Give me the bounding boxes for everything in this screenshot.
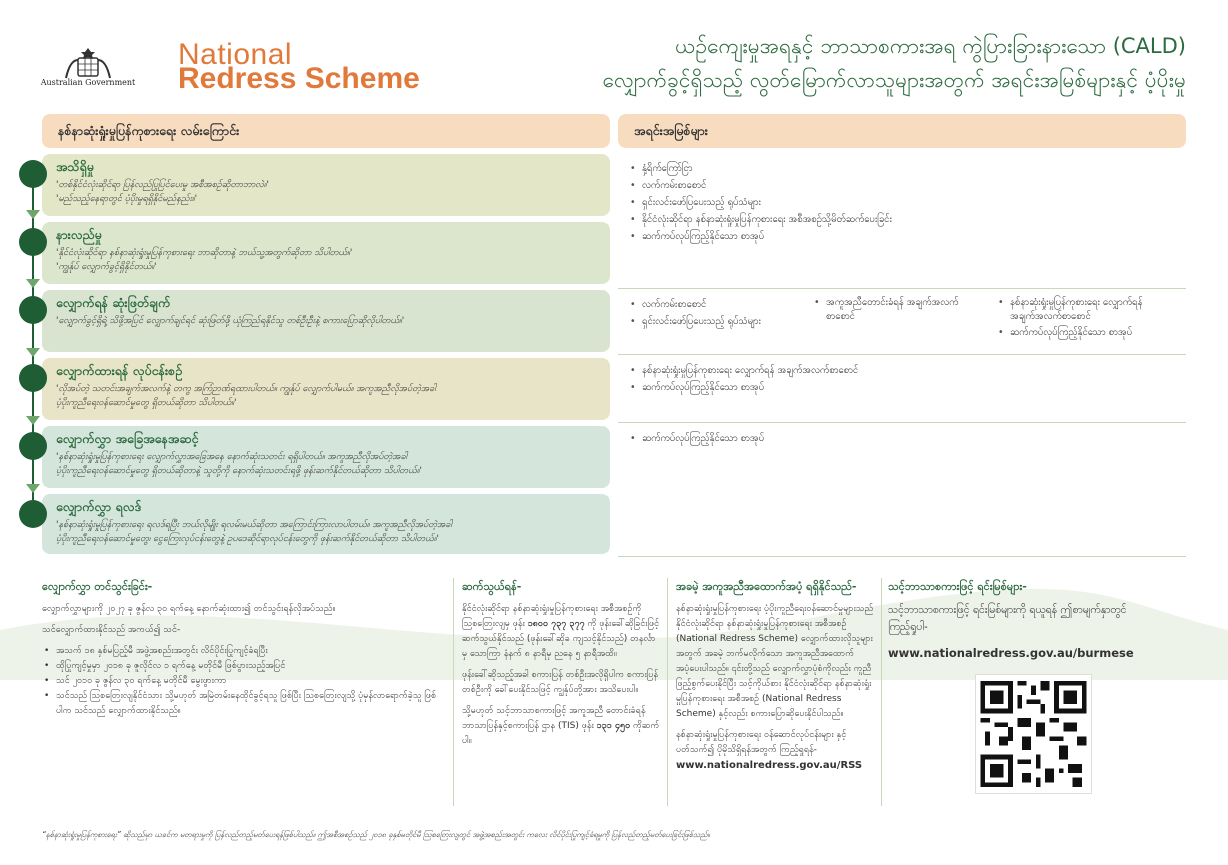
contact-phone-text [462,602,660,662]
tis-phone-number: ၁၃၁ ၄၅၀ [596,721,631,731]
timeline-arrow-icon [26,484,40,493]
resource-item: • ရှင်းလင်းဖော်ပြပေးသည့် ရုပ်သံများ [628,194,1178,211]
help-more-info: နစ်နာဆုံးရှုံးမှုပြန်ကုစားရေး ဝန်ဆောင်လုပ်ငန်းများ နှင့်ပတ်သက်၍ ပိုမိုသိရှိရန်အတွက် ကြည့်ရှုရန်- [676,730,847,755]
phone-number: ၁၈၀၀ ၇၃၇ ၃၇၇ [527,619,585,629]
step-quote: 'တစ်နိုင်ငံလုံးဆိုင်ရာ ပြန်လည်ပြုပြင်ပေးမှု အစီအစဉ်ဆိုတာဘာလဲ။' [56,180,269,190]
apply-deadline: လျှောက်လွှာများကို ၂၀၂၇ ခု ဇွန်လ ၃၀ ရက်နေ့ နောက်ဆုံးထား၍ တင်သွင်းရန်လိုအပ်သည်။ [42,604,336,614]
step-quote: 'နစ်နာဆုံးရှုံးမှုပြန်ကုစားရေး ရလဒ်ရပြီး ဘယ်လိုမျိုး ရလမ်းမယ်ဆိုတာ အကြောင်းကြားလာပါတယ်။ အကူအညီလိုအပ်တဲ့အခါ [56,520,452,530]
language-section [888,580,1188,660]
resources-application-status [628,430,1178,447]
timeline-dot [19,432,47,460]
resource-item: • နှံ့ရိက်ကြော်ငြာ [628,160,1178,177]
step-understanding [42,222,610,284]
divider [618,288,1186,289]
eligibility-item: • ထိုပြုကျင့်မှုမှာ ၂၀၁၈ ခု ဇူလိုင်လ ၁ ရက်နေ့ မတိုင်မီ ဖြစ်ပွားသည့်အပြင် [42,659,442,674]
resources-application-process [628,362,1178,396]
resource-item: • အကူအညီတောင်းခံရန် အချက်အလက်စာစောင် [812,296,966,324]
step-quote: 'နစ်နာဆုံးရှုံးမှုပြန်ကုစားရေး လျှောက်လွှာအခြေအနေ နောက်ဆုံးသတင်း ရရှိပါတယ်။ အကူအညီလိုအပ်တဲ့အခါ [56,452,408,462]
language-heading: သင့်ဘာသာစကားဖြင့် ရင်းမြစ်များ- [888,580,1027,593]
step-outcome [42,494,610,554]
contact-text: သို့မဟုတ် သင့်ဘာသာစကားဖြင့် အကူအညီ တောင်းခံရန် ဘာသာပြန်နှင့်စကားပြန် ဌာန (TIS) ဖုန်း [462,706,646,731]
column-divider [453,578,454,806]
qr-code-icon[interactable] [975,674,1092,794]
apply-eligibility-list [42,644,442,719]
step-quote: 'နိုင်ငံလုံးဆိုင်ရာ နစ်နာဆုံးရှုံးမှုပြန်ကုစားရေး ဘာဆိုတာနဲ့ ဘယ်သူ့အတွက်ဆိုတာ သိပါတယ်။' [56,248,353,258]
timeline-dot [19,160,47,188]
step-quote: ပံ့ပိုးကူညီရေးဝန်ဆောင်မှုတွေ ရှိတယ်ဆိုတာ သိပါတယ်။' [56,398,237,408]
resources-decision-b [812,296,992,324]
timeline-dot [19,228,47,256]
page-title-line-1: ယဉ်ကျေးမှုအရနှင့် ဘာသာစကားအရ ကွဲပြားခြားနားသော (CALD) [675,34,1186,58]
page-title-line-2: လျှောက်ခွင့်ရှိသည့် လွတ်မြောက်လာသူများအတွက် အရင်းအမြစ်များနှင့် ပံ့ပိုးမှု [602,68,1186,92]
step-quote: 'မည်သည့်နေရာတွင် ပံ့ပိုးမှုရရှိနိုင်မည်နည်း။' [56,194,198,204]
step-title: အသိရှိမှု [56,159,94,174]
eligibility-item: • သင် ၂၀၁၀ ခု ဇွန်လ ၃၀ ရက်နေ့ မတိုင်မီ မွေးဖွားကာ [42,674,442,689]
contact-interpreter: ဖုန်းခေါ်ဆိုသည့်အခါ စကားပြန် တစ်ဦးအလိုရှိပါက စကားပြန်တစ်ဦးကို ခေါ်ပေးနိုင်သဖြင့် ကျွန်ုပ်တို့အား အသိပေးပါ။ [462,670,659,695]
column-divider [667,578,668,806]
timeline-arrow-icon [26,210,40,219]
contact-text: ကိုဆက်ပါ။ [462,721,660,746]
resources-awareness [628,160,1178,245]
step-decision [42,290,610,352]
pathway-column-header: နစ်နာဆုံးရှုံးမှုပြန်ကုစားရေး လမ်းကြောင်း [42,114,610,148]
contact-tis [462,704,660,749]
timeline-arrow-icon [26,348,40,357]
apply-eligibility-intro: သင်လျှောက်ထားနိုင်သည် အကယ်၍ သင်- [42,625,181,635]
timeline-dot [19,364,47,392]
timeline-arrow-icon [26,416,40,425]
contact-heading: ဆက်သွယ်ရန်- [462,580,522,593]
timeline-dot [19,296,47,324]
resources-column-header: အရင်းအမြစ်များ [618,114,1186,148]
step-awareness [42,154,610,216]
resource-item: • ဆက်ကပ်လုပ်ကြည့်နိုင်သော စာအုပ် [628,379,1178,396]
timeline-arrow-icon [26,279,40,288]
rss-link[interactable]: www.nationalredress.gov.au/RSS [676,760,863,771]
divider [618,354,1186,355]
resource-item: • ဆက်ကပ်လုပ်ကြည့်နိုင်သော စာအုပ် [628,430,1178,447]
column-divider [881,578,882,806]
step-quote: ပံ့ပိုးကူညီရေးဝန်ဆောင်မှုတွေ၊ ငွေကြေးလုပ်ငန်းတွေနဲ့ ဥပဒေဆိုင်ရာလုပ်ငန်းတွေကို ဖုန်းဆက်နိုင်တယ်ဆိုတာ သိပါတယ်။' [56,534,439,544]
step-application-process [42,358,610,420]
resource-item: • နစ်နာဆုံးရှုံးမှုပြန်ကုစားရေး လျှောက်ရန် အချက်အလက်စာစောင် [628,362,1178,379]
step-title: လျှောက်လွှာ ရလဒ် [56,499,141,514]
step-application-status [42,426,610,488]
step-title: လျှောက်ရန် ဆုံးဖြတ်ချက် [56,295,171,310]
government-label: Australian Government [40,78,136,87]
resource-item: • ဆက်ကပ်လုပ်ကြည့်နိုင်သော စာအုပ် [628,228,1178,245]
apply-section [42,580,442,719]
eligibility-item: • အသက် ၁၈ နှစ်မပြည့်မီ အဖွဲ့အစည်းအတွင်း လိင်ပိုင်းပြုကျင့်ခံရပြီး [42,644,442,659]
step-quote: 'ကျွန်ုပ် လျှောက်ခွင့်ရှိနိုင်တယ်။' [56,262,157,272]
help-heading: အခမဲ့ အကူအညီအထောက်အပံ့ ရရှိနိုင်သည်- [676,580,857,593]
step-quote: ပံ့ပိုးကူညီရေးဝန်ဆောင်မှုတွေ ရှိတယ်ဆိုတာနဲ့ သူတို့ကို နောက်ဆုံးသတင်းရဖို့ ဖုန်းဆက်နိုင်တယ်ဆိုတာ သိပါတယ်။' [56,466,422,476]
eligibility-item: • သင်သည် ဩစတြေးလျနိုင်ငံသား သို့မဟုတ် အမြဲတမ်းနေထိုင်ခွင့်ရသူ ဖြစ်ပြီး ဩစတြေးလျသို့ ပုံမှန်လာရောက်ခဲ့သူ ဖြစ်ပါက သင်သည် လျှောက်ထားနိုင်သည်။ [42,689,442,719]
burmese-resources-link[interactable]: www.nationalredress.gov.au/burmese [888,646,1134,660]
resource-item: • ဆက်ကပ်လုပ်ကြည့်နိုင်သော စာအုပ် [996,324,1186,341]
timeline-dot [19,500,47,528]
footnote: “နစ်နာဆုံးရှုံးမှုပြန်ကုစားရေး” ဆိုသည်မှာ ယခင်က မတရားမှုကို ပြန်လည်တည့်မတ်ပေးရန်ဖြစ်ပါသည်။ ဤအစီအစဉ်သည် ၂၀၁၈ ခုနှစ်မတိုင်မီ ဩစတြေးလျတွင် အဖွဲ့အစည်းအတွင်း ကလေး လိင်ပိုင်းပြုကျင့်ခံရမှုကို ပြန်လည်တည့်မတ်ပေးခြင်းဖြစ်သည်။ [42,830,710,839]
resources-decision-c [996,296,1186,341]
apply-heading: လျှောက်လွှာ တင်သွင်းခြင်း- [42,580,153,593]
contact-section [462,580,660,749]
step-title: လျှောက်ထားရန် လုပ်ငန်းစဉ် [56,363,183,378]
step-title: လျှောက်လွှာ အခြေအနေအဆင့် [56,431,199,446]
contact-text: နိုင်ငံလုံးဆိုင်ရာ နစ်နာဆုံးရှုံးမှုပြန်ကုစားရေး အစီအစဉ်ကို ဩစတြေးလျမှ ဖုန်း [462,604,642,629]
resource-item: • နိုင်ငံလုံးဆိုင်ရာ နစ်နာဆုံးရှုံးမှုပြန်ကုစားရေး အစီအစဉ်သို့မိတ်ဆက်ပေးခြင်း [628,211,1178,228]
divider [618,422,1186,423]
contact-text: ကို ဖုန်းခေါ်ဆိုခြင်းဖြင့် ဆက်သွယ်နိုင်သည် (ဖုန်းခေါ်ဆိုခ ကျသင့်နိုင်သည်) တနင်္လာမှ သောကြာ နံနက် ၈ နာရီမှ ညနေ ၅ နာရီအထိ။ [462,619,660,659]
divider [618,556,1186,557]
step-quote: 'လျှောက်ခွင့်ရှိရဲ့ သိဖို့အပြင် လျှောက်ချင်ရင် ဆုံးဖြတ်ဖို့ ယုံကြည်ရနိုင်သူ တစ်ဦးဦးနဲ့ စကားပြောဆိုလိုပါတယ်။' [56,316,405,326]
step-quote: 'လိုအပ်တဲ့ သတင်းအချက်အလက်နဲ့ တကွ အကြံဉာဏ်ရထားပါတယ်။ ကျွန်ုပ် လျှောက်ပါမယ်။ အကူအညီလိုအပ်တဲ့အခါ [56,384,436,394]
logo-line-2: Redress Scheme [178,62,420,95]
resource-item: • နစ်နာဆုံးရှုံးမှုပြန်ကုစားရေး လျှောက်ရန် အချက်အလက်စာစောင် [996,296,1186,324]
step-title: နားလည်မှု [56,227,102,242]
language-description: သင့်ဘာသာစကားဖြင့် ရင်းမြစ်များကို ရယူရန် ဤစာမျက်နှာတွင် ကြည့်ရှုပါ- [888,604,1127,633]
logo-line-1: National [178,38,293,71]
resources-decision-a [628,296,808,330]
resource-item: • လက်ကမ်းစာစောင် [628,177,1178,194]
help-section [676,580,874,773]
resource-item: • ရှင်းလင်းဖော်ပြပေးသည့် ရုပ်သံများ [628,313,808,330]
help-description: နစ်နာဆုံးရှုံးမှုပြန်ကုစားရေး ပံ့ပိုးကူညီရေးဝန်ဆောင်မှုများသည် နိုင်ငံလုံးဆိုင်ရာ နစ်နာဆုံးရှုံးမှုပြန်ကုစားရေး အစီအစဉ် (National Redress Scheme) လျှောက်ထားလိုသူများအတွက် အခမဲ့ ဘက်မလိုက်သော အကူအညီအထောက်အပံ့ပေးပါသည်။ ၎င်းတို့သည် လျှောက်လွှာပုံစံကိုလည်း ကူညီဖြည့်စွက်ပေးနိုင်ပြီး သင့်ကိုယ်စား နိုင်ငံလုံးဆိုင်ရာ နစ်နာဆုံးရှုံးမှုပြန်ကုစားရေး အစီအစဉ် (National Redress Scheme) နှင့်လည်း စကားပြောဆိုပေးနိုင်ပါသည်။ [676,604,874,719]
resource-item: • လက်ကမ်းစာစောင် [628,296,808,313]
